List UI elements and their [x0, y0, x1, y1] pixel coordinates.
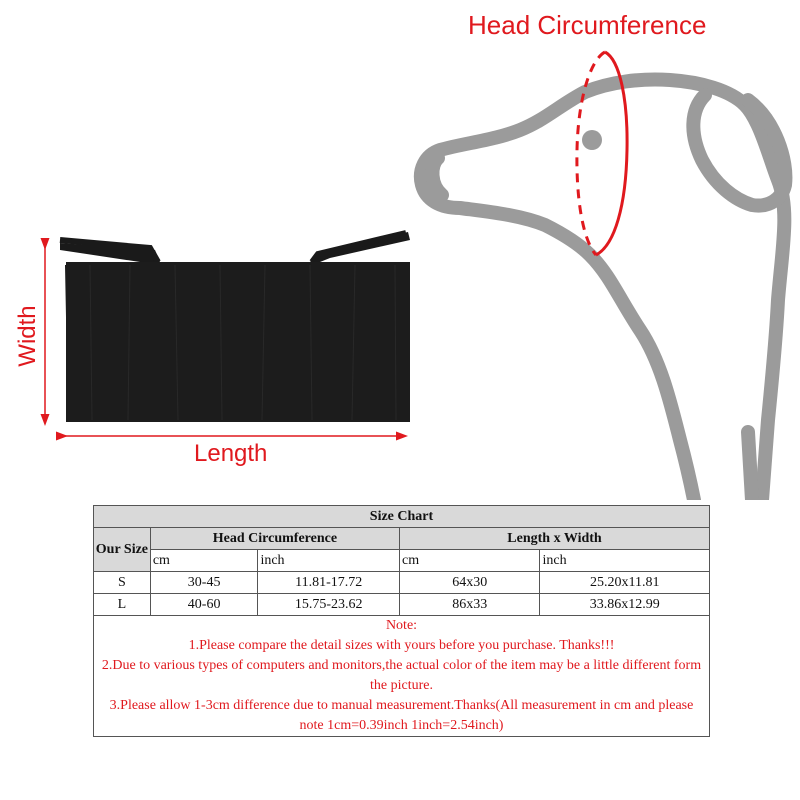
size-chart-table	[93, 505, 710, 737]
table-row	[94, 572, 710, 594]
length-label: Length	[194, 440, 268, 467]
unit-cm: cm	[400, 550, 540, 572]
table-row	[94, 594, 710, 616]
notes-title: Note:	[385, 618, 418, 633]
note-3: 3.Please allow 1-3cm difference due to manual measurement.Thanks(All measurement in cm and please note 1cm=0.39inch 1inch=2.54inch)	[109, 698, 694, 733]
lw-cm-cell: 64x30	[400, 572, 540, 594]
dog-eye-icon	[582, 130, 602, 150]
unit-inch: inch	[258, 550, 400, 572]
head-cm-cell: 40-60	[150, 594, 258, 616]
lw-inch-cell: 33.86x12.99	[540, 594, 710, 616]
head-circumference-label: Head Circumference	[468, 10, 707, 40]
col-our-size: Our Size	[94, 528, 151, 572]
head-inch-cell: 15.75-23.62	[258, 594, 400, 616]
head-inch-cell: 11.81-17.72	[258, 572, 400, 594]
lw-cm-cell: 86x33	[400, 594, 540, 616]
note-1: 1.Please compare the detail sizes with yours before you purchase. Thanks!!!	[188, 638, 615, 653]
notes-box	[94, 616, 710, 737]
dog-outline-icon	[421, 80, 786, 501]
size-chart-title: Size Chart	[94, 506, 710, 528]
unit-cm: cm	[150, 550, 258, 572]
size-cell: L	[94, 594, 151, 616]
unit-inch: inch	[540, 550, 710, 572]
lw-inch-cell: 25.20x11.81	[540, 572, 710, 594]
size-cell: S	[94, 572, 151, 594]
note-2: 2.Due to various types of computers and monitors,the actual color of the item may be a little different form the picture.	[101, 658, 702, 693]
col-length-width: Length x Width	[400, 528, 710, 550]
product-snood-image	[60, 232, 410, 422]
col-head-circumference: Head Circumference	[150, 528, 399, 550]
head-cm-cell: 30-45	[150, 572, 258, 594]
width-label: Width	[14, 305, 41, 367]
